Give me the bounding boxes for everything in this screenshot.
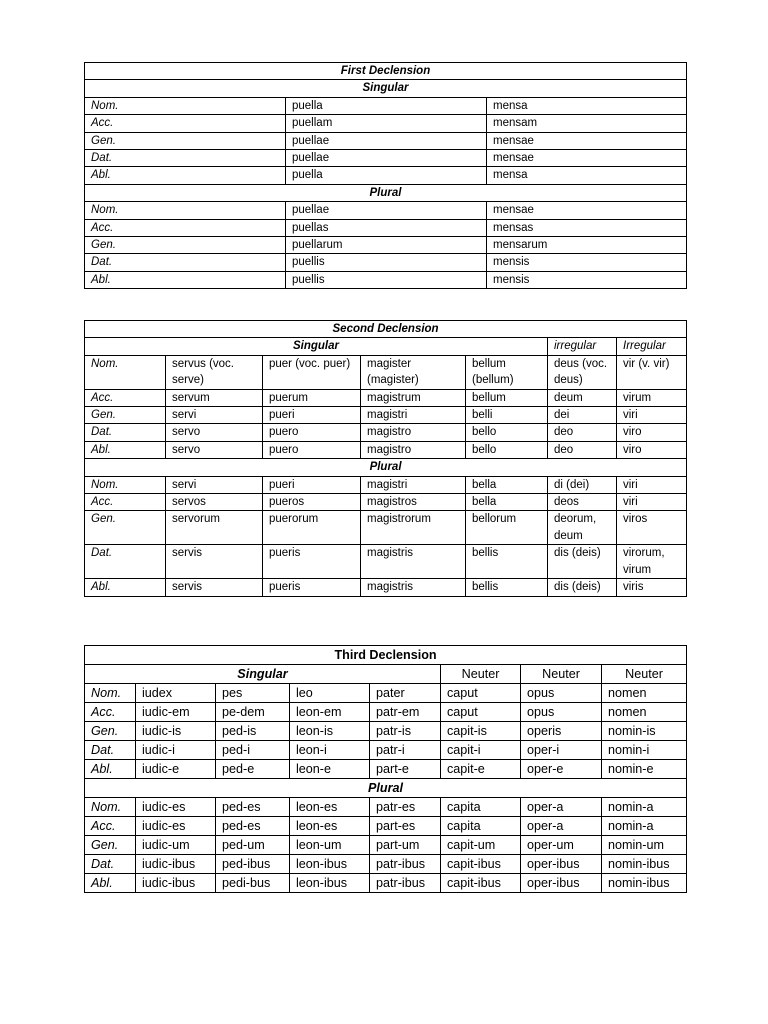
form-cell: iudic-i (136, 741, 216, 760)
case-label: Acc. (85, 115, 286, 132)
form-cell: capit-i (441, 741, 521, 760)
form-cell: oper-i (521, 741, 602, 760)
form-cell: oper-a (521, 817, 602, 836)
form-cell: part-e (370, 760, 441, 779)
form-cell: bellis (466, 545, 548, 579)
table-row (85, 271, 687, 288)
case-label: Dat. (85, 741, 136, 760)
form-cell: vir (v. vir) (617, 355, 687, 389)
form-cell: dis (deis) (548, 545, 617, 579)
case-label: Acc. (85, 219, 286, 236)
form-cell: mensis (487, 254, 687, 271)
second-declension-table (84, 320, 687, 597)
form-cell: iudic-is (136, 722, 216, 741)
form-cell: capit-ibus (441, 855, 521, 874)
second-singular-rows (85, 355, 687, 458)
form-cell: servi (166, 476, 263, 493)
table-row (85, 684, 687, 703)
table-row (85, 545, 687, 579)
form-cell: leon-ibus (290, 874, 370, 893)
form-cell: nomin-um (602, 836, 687, 855)
form-cell: iudic-em (136, 703, 216, 722)
form-cell: mensam (487, 115, 687, 132)
case-label: Abl. (85, 441, 166, 458)
form-cell: patr-em (370, 703, 441, 722)
form-cell: part-es (370, 817, 441, 836)
form-cell: pueros (263, 494, 361, 511)
form-cell: deos (548, 494, 617, 511)
table-row (85, 237, 687, 254)
form-cell: ped-i (216, 741, 290, 760)
form-cell: leon-is (290, 722, 370, 741)
first-plural-rows (85, 202, 687, 289)
table-row (85, 424, 687, 441)
form-cell: ped-is (216, 722, 290, 741)
case-label: Dat. (85, 855, 136, 874)
form-cell: iudic-es (136, 817, 216, 836)
form-cell: puellas (286, 219, 487, 236)
form-cell: nomen (602, 703, 687, 722)
form-cell: pueri (263, 476, 361, 493)
form-cell: iudex (136, 684, 216, 703)
case-label: Acc. (85, 817, 136, 836)
form-cell: servos (166, 494, 263, 511)
case-label: Gen. (85, 407, 166, 424)
form-cell: di (dei) (548, 476, 617, 493)
form-cell: puero (263, 441, 361, 458)
form-cell: mensae (487, 150, 687, 167)
form-cell: iudic-um (136, 836, 216, 855)
table-row (85, 722, 687, 741)
table-row (85, 115, 687, 132)
table-row (85, 494, 687, 511)
case-label: Nom. (85, 355, 166, 389)
form-cell: patr-ibus (370, 855, 441, 874)
form-cell: oper-ibus (521, 874, 602, 893)
table-row (85, 407, 687, 424)
case-label: Gen. (85, 836, 136, 855)
form-cell: viros (617, 511, 687, 545)
form-cell: bellis (466, 579, 548, 596)
form-cell: servo (166, 424, 263, 441)
case-label: Dat. (85, 150, 286, 167)
form-cell: magistros (361, 494, 466, 511)
case-label: Nom. (85, 202, 286, 219)
form-cell: operis (521, 722, 602, 741)
form-cell: belli (466, 407, 548, 424)
form-cell: puellam (286, 115, 487, 132)
form-cell: mensae (487, 132, 687, 149)
form-cell: mensa (487, 97, 687, 114)
table-row (85, 132, 687, 149)
table-row (85, 97, 687, 114)
form-cell: oper-e (521, 760, 602, 779)
form-cell: dis (deis) (548, 579, 617, 596)
form-cell: nomin-i (602, 741, 687, 760)
form-cell: bellorum (466, 511, 548, 545)
form-cell: ped-es (216, 798, 290, 817)
table-row (85, 202, 687, 219)
case-label: Dat. (85, 424, 166, 441)
form-cell: pueris (263, 545, 361, 579)
form-cell: leon-es (290, 798, 370, 817)
table-row (85, 441, 687, 458)
case-label: Gen. (85, 722, 136, 741)
form-cell: nomin-e (602, 760, 687, 779)
form-cell: puerum (263, 389, 361, 406)
form-cell: puer (voc. puer) (263, 355, 361, 389)
form-cell: servis (166, 545, 263, 579)
form-cell: capita (441, 817, 521, 836)
form-cell: ped-e (216, 760, 290, 779)
section-label-singular: Singular (85, 338, 548, 355)
form-cell: iudic-e (136, 760, 216, 779)
case-label: Nom. (85, 476, 166, 493)
form-cell: bellum (466, 389, 548, 406)
table-title: First Declension (85, 63, 687, 80)
case-label: Nom. (85, 97, 286, 114)
table-row (85, 817, 687, 836)
form-cell: magistris (361, 579, 466, 596)
form-cell: leon-em (290, 703, 370, 722)
form-cell: puella (286, 97, 487, 114)
form-cell: mensas (487, 219, 687, 236)
form-cell: bellum (bellum) (466, 355, 548, 389)
irregular-header: irregular (548, 338, 617, 355)
case-label: Dat. (85, 254, 286, 271)
form-cell: puero (263, 424, 361, 441)
form-cell: puellae (286, 132, 487, 149)
first-singular-rows (85, 97, 687, 184)
case-label: Gen. (85, 132, 286, 149)
case-label: Acc. (85, 494, 166, 511)
form-cell: servus (voc. serve) (166, 355, 263, 389)
form-cell: opus (521, 703, 602, 722)
case-label: Gen. (85, 237, 286, 254)
case-label: Gen. (85, 511, 166, 545)
third-declension-table (84, 645, 687, 893)
form-cell: patr-i (370, 741, 441, 760)
section-label-singular: Singular (85, 80, 687, 97)
case-label: Acc. (85, 389, 166, 406)
table-row (85, 855, 687, 874)
form-cell: viris (617, 579, 687, 596)
third-singular-rows (85, 684, 687, 779)
neuter-header: Neuter (441, 665, 521, 684)
form-cell: capit-e (441, 760, 521, 779)
neuter-header: Neuter (521, 665, 602, 684)
section-label-plural: Plural (85, 459, 687, 476)
form-cell: pes (216, 684, 290, 703)
form-cell: patr-ibus (370, 874, 441, 893)
form-cell: patr-es (370, 798, 441, 817)
case-label: Abl. (85, 874, 136, 893)
table-title: Second Declension (85, 321, 687, 338)
form-cell: patr-is (370, 722, 441, 741)
form-cell: deus (voc. deus) (548, 355, 617, 389)
form-cell: virum (617, 389, 687, 406)
form-cell: mensa (487, 167, 687, 184)
section-label-singular: Singular (85, 665, 441, 684)
case-label: Abl. (85, 271, 286, 288)
form-cell: nomin-a (602, 817, 687, 836)
case-label: Abl. (85, 760, 136, 779)
form-cell: ped-ibus (216, 855, 290, 874)
table-row (85, 254, 687, 271)
table-row (85, 355, 687, 389)
form-cell: puellarum (286, 237, 487, 254)
table-row (85, 579, 687, 596)
form-cell: capita (441, 798, 521, 817)
form-cell: magistri (361, 476, 466, 493)
form-cell: deo (548, 424, 617, 441)
form-cell: nomin-a (602, 798, 687, 817)
form-cell: nomin-ibus (602, 855, 687, 874)
form-cell: oper-um (521, 836, 602, 855)
form-cell: ped-es (216, 817, 290, 836)
form-cell: viri (617, 476, 687, 493)
form-cell: dei (548, 407, 617, 424)
form-cell: iudic-ibus (136, 874, 216, 893)
form-cell: magistri (361, 407, 466, 424)
form-cell: viri (617, 494, 687, 511)
first-declension-table (84, 62, 687, 289)
form-cell: bella (466, 494, 548, 511)
form-cell: nomen (602, 684, 687, 703)
form-cell: puellae (286, 202, 487, 219)
form-cell: servi (166, 407, 263, 424)
section-label-plural: Plural (85, 779, 687, 798)
form-cell: viri (617, 407, 687, 424)
form-cell: servum (166, 389, 263, 406)
form-cell: servo (166, 441, 263, 458)
form-cell: puellae (286, 150, 487, 167)
form-cell: pater (370, 684, 441, 703)
case-label: Dat. (85, 545, 166, 579)
form-cell: pe-dem (216, 703, 290, 722)
form-cell: caput (441, 703, 521, 722)
form-cell: puellis (286, 271, 487, 288)
form-cell: virorum, virum (617, 545, 687, 579)
second-plural-rows (85, 476, 687, 596)
case-label: Abl. (85, 167, 286, 184)
form-cell: mensae (487, 202, 687, 219)
table-title: Third Declension (85, 646, 687, 665)
table-row (85, 476, 687, 493)
form-cell: leon-e (290, 760, 370, 779)
form-cell: capit-ibus (441, 874, 521, 893)
table-row (85, 741, 687, 760)
form-cell: nomin-is (602, 722, 687, 741)
form-cell: iudic-es (136, 798, 216, 817)
form-cell: puellis (286, 254, 487, 271)
form-cell: leon-es (290, 817, 370, 836)
form-cell: magistrorum (361, 511, 466, 545)
neuter-header: Neuter (602, 665, 687, 684)
form-cell: leon-i (290, 741, 370, 760)
form-cell: deum (548, 389, 617, 406)
form-cell: magistro (361, 424, 466, 441)
form-cell: capit-is (441, 722, 521, 741)
table-row (85, 167, 687, 184)
table-row (85, 760, 687, 779)
form-cell: bello (466, 424, 548, 441)
table-row (85, 703, 687, 722)
form-cell: mensarum (487, 237, 687, 254)
case-label: Abl. (85, 579, 166, 596)
form-cell: deorum, deum (548, 511, 617, 545)
form-cell: puella (286, 167, 487, 184)
section-label-plural: Plural (85, 184, 687, 201)
form-cell: puerorum (263, 511, 361, 545)
form-cell: magistris (361, 545, 466, 579)
form-cell: leo (290, 684, 370, 703)
case-label: Acc. (85, 703, 136, 722)
form-cell: servorum (166, 511, 263, 545)
form-cell: caput (441, 684, 521, 703)
form-cell: oper-a (521, 798, 602, 817)
form-cell: part-um (370, 836, 441, 855)
form-cell: leon-um (290, 836, 370, 855)
third-plural-rows (85, 798, 687, 893)
case-label: Nom. (85, 798, 136, 817)
form-cell: bello (466, 441, 548, 458)
table-row (85, 798, 687, 817)
irregular-header: Irregular (617, 338, 687, 355)
case-label: Nom. (85, 684, 136, 703)
table-row (85, 150, 687, 167)
table-row (85, 511, 687, 545)
form-cell: pueris (263, 579, 361, 596)
form-cell: ped-um (216, 836, 290, 855)
form-cell: viro (617, 424, 687, 441)
form-cell: pedi-bus (216, 874, 290, 893)
form-cell: servis (166, 579, 263, 596)
table-row (85, 874, 687, 893)
form-cell: iudic-ibus (136, 855, 216, 874)
form-cell: leon-ibus (290, 855, 370, 874)
form-cell: magistro (361, 441, 466, 458)
form-cell: magistrum (361, 389, 466, 406)
form-cell: deo (548, 441, 617, 458)
table-row (85, 389, 687, 406)
form-cell: pueri (263, 407, 361, 424)
form-cell: oper-ibus (521, 855, 602, 874)
table-row (85, 219, 687, 236)
form-cell: mensis (487, 271, 687, 288)
form-cell: opus (521, 684, 602, 703)
form-cell: bella (466, 476, 548, 493)
form-cell: magister (magister) (361, 355, 466, 389)
form-cell: capit-um (441, 836, 521, 855)
table-row (85, 836, 687, 855)
form-cell: nomin-ibus (602, 874, 687, 893)
form-cell: viro (617, 441, 687, 458)
